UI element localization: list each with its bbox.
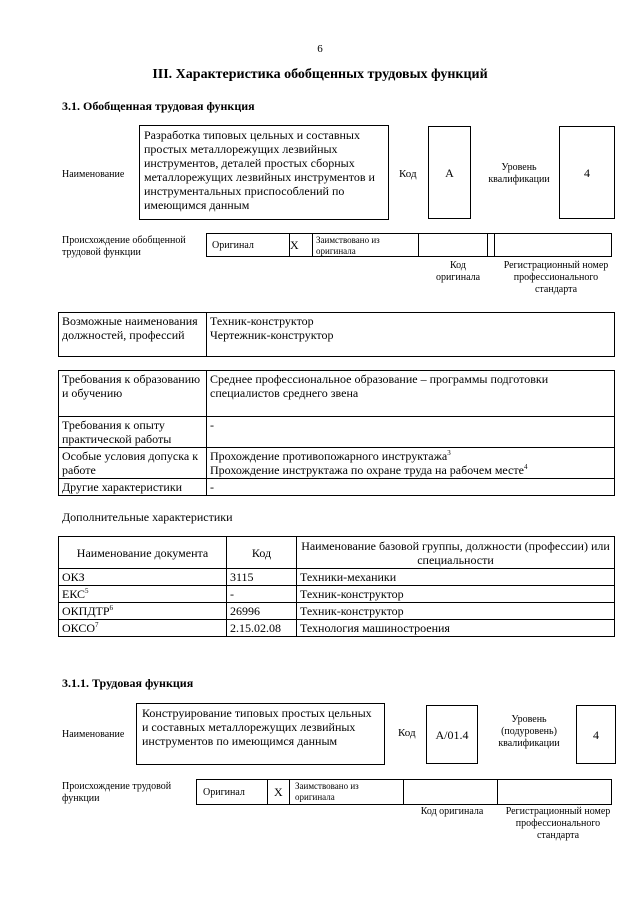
req-line: -	[210, 480, 214, 494]
otf-original-mark: X	[290, 238, 299, 252]
tf-original-mark: X	[274, 785, 283, 799]
additional-heading: Дополнительные характеристики	[62, 510, 233, 524]
col-header-name: Наименование базовой группы, должности (профессии) или специальности	[297, 537, 615, 569]
req-label: Требования к образованию и обучению	[59, 371, 207, 417]
req-value	[207, 417, 615, 448]
tf-origin-label: Происхождение трудовой функции	[62, 781, 172, 804]
req-label: Особые условия допуска к работе	[59, 448, 207, 479]
col-header-document: Наименование документа	[59, 537, 227, 569]
tf-code-value: A/01.4	[426, 705, 478, 764]
position-item: Чертежник-конструктор	[210, 328, 334, 342]
tf-code-label: Код	[398, 727, 416, 739]
positions-table	[58, 312, 615, 357]
table-row	[59, 569, 615, 586]
footnote-ref: 5	[85, 587, 89, 595]
req-value	[207, 371, 615, 417]
otf-name-value: Разработка типовых цельных и составных простых металлорежущих лезвийных инструментов, деталей простых сборных металлорежущих лезвийных инструментов и инструментальных приспособлений по имеющимся данным	[139, 125, 389, 220]
tf-borrowed-label: Заимствовано из оригинала	[295, 781, 359, 802]
otf-original-label: Оригинал	[212, 240, 254, 251]
otf-code-value: A	[428, 126, 471, 219]
otf-level-label: Уровень квалификации	[488, 162, 550, 185]
position-item: Техник-конструктор	[210, 314, 314, 328]
footnote-ref: 6	[109, 604, 114, 612]
tf-level-value: 4	[576, 705, 616, 764]
section-title: III. Характеристика обобщенных трудовых функций	[152, 67, 488, 82]
code-cell: 26996	[227, 603, 297, 620]
additional-table	[58, 536, 615, 637]
req-value	[207, 479, 615, 496]
req-line: Прохождение инструктажа по охране труда на рабочем месте$^4$	[210, 463, 528, 477]
otf-code-original-caption: Код оригинала	[435, 260, 481, 283]
req-label: Другие характеристики	[59, 479, 207, 496]
doc-cell: ОКЗ	[59, 569, 227, 586]
code-cell: -	[227, 586, 297, 603]
otf-reg-number-caption: Регистрационный номер профессионального стандарта	[503, 260, 609, 295]
otf-level-value: 4	[559, 126, 615, 219]
otf-code-label: Код	[399, 168, 417, 180]
doc-cell: ОКСО$^7$	[59, 620, 227, 637]
tf-name-value: Конструирование типовых простых цельных и составных металлорежущих лезвийных инструментов по имеющимся данным	[136, 703, 385, 765]
req-line: Среднее профессиональное образование – программы подготовки специалистов среднего звена	[210, 372, 549, 400]
tf-level-label: Уровень (подуровень) квалификации	[498, 714, 560, 749]
tf-name-label: Наименование	[62, 729, 125, 740]
otf-origin-label: Происхождение обобщенной трудовой функции	[62, 235, 186, 258]
name-cell: Технология машиностроения	[297, 620, 615, 637]
footnote-ref: 4	[523, 463, 528, 471]
req-line: Прохождение противопожарного инструктажа$^3$	[210, 449, 451, 463]
code-cell: 2.15.02.08	[227, 620, 297, 637]
tf-reg-number-caption: Регистрационный номер профессионального стандарта	[505, 806, 611, 841]
table-row	[59, 586, 615, 603]
tf-original-label: Оригинал	[203, 787, 245, 798]
req-line: -	[210, 418, 214, 432]
req-value	[207, 448, 615, 479]
req-label: Требования к опыту практической работы	[59, 417, 207, 448]
otf-name-label: Наименование	[62, 169, 125, 180]
positions-label: Возможные наименования должностей, профессий	[59, 313, 207, 357]
name-cell: Техник-конструктор	[297, 603, 615, 620]
requirements-table	[58, 370, 615, 496]
table-row	[59, 603, 615, 620]
doc-cell: ОКПДТР$^6$	[59, 603, 227, 620]
tf-code-original-caption: Код оригинала	[420, 806, 484, 817]
footnote-ref: 3	[447, 449, 451, 457]
positions-values	[207, 313, 615, 357]
name-cell: Техник-конструктор	[297, 586, 615, 603]
otf-borrowed-label: Заимствовано из оригинала	[316, 235, 380, 256]
tf-heading: 3.1.1. Трудовая функция	[62, 676, 194, 690]
footnote-ref: 7	[95, 621, 99, 629]
doc-cell: ЕКС$^5$	[59, 586, 227, 603]
tf-origin-row	[196, 779, 612, 805]
col-header-code: Код	[227, 537, 297, 569]
name-cell: Техники-механики	[297, 569, 615, 586]
code-cell: 3115	[227, 569, 297, 586]
table-row	[59, 620, 615, 637]
page-number: 6	[317, 43, 323, 55]
otf-heading: 3.1. Обобщенная трудовая функция	[62, 99, 255, 113]
